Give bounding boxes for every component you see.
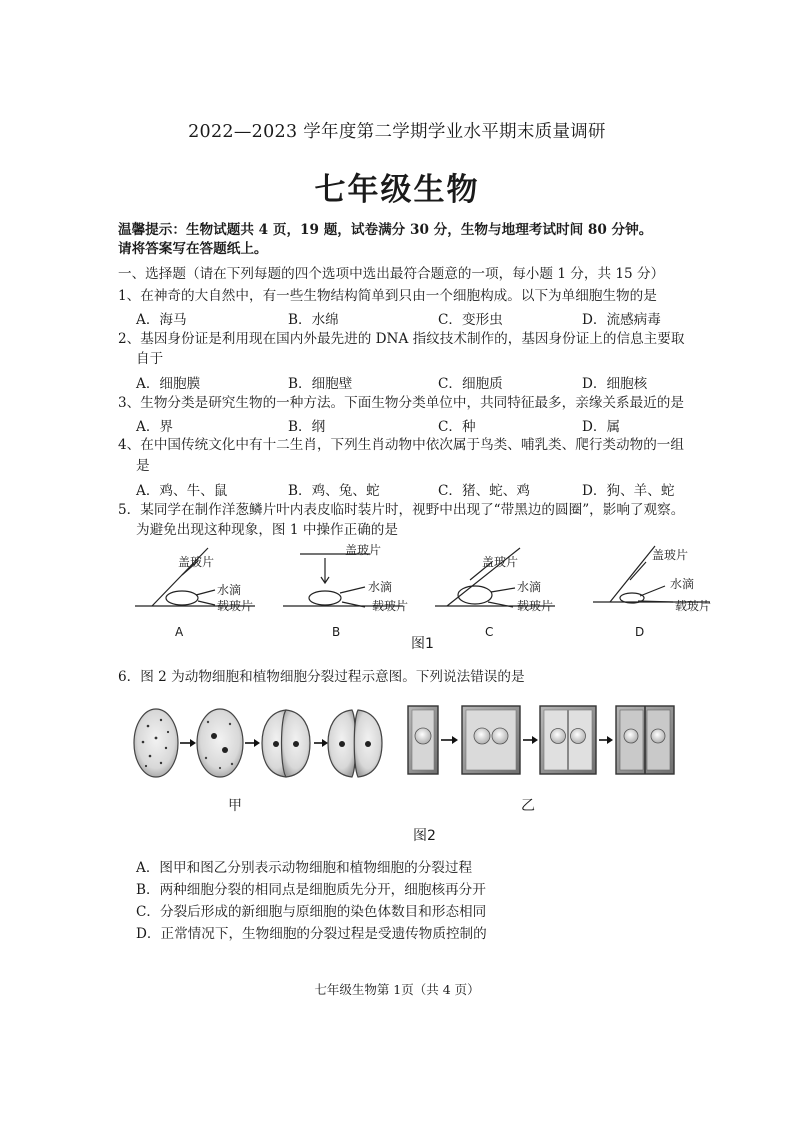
fig2-label-jia: 甲 [228,798,242,814]
fig1-c-drop-label: 水滴 [517,580,542,594]
fig2-label-yi: 乙 [521,798,535,814]
fig1-d-drop-label: 水滴 [670,577,695,591]
q5-stem-line-2: 为避免出现这种现象，图 1 中操作正确的是 [136,522,398,538]
q1-stem: 1、在神奇的大自然中，有一些生物结构简单到只由一个细胞构成。以下为单细胞生物的是 [118,288,657,304]
fig1-label-c: C [485,625,494,639]
q6-stem: 6．图 2 为动物细胞和植物细胞分裂过程示意图。下列说法错误的是 [118,669,525,685]
q3-option-b: B．纲 [288,419,326,435]
subject-title: 七年级生物 [314,172,480,208]
q2-stem-line-2: 自于 [136,351,164,367]
q4-option-c: C．猪、蛇、鸡 [438,483,530,499]
fig1-label-b: B [332,625,341,639]
fig1-label-d: D [635,625,645,639]
fig1-b-drop-label: 水滴 [368,580,393,594]
figure-2-diagram [128,698,688,848]
q1-option-a: A．海马 [136,312,187,328]
figure-2-caption: 图2 [413,828,436,844]
q1-option-d: D．流感病毒 [582,312,661,328]
q2-option-b: B．细胞壁 [288,376,353,392]
q3-option-a: A．界 [136,419,174,435]
section-1-heading: 一、选择题（请在下列每题的四个选项中选出最符合题意的一项，每小题 1 分，共 15 分） [118,266,665,282]
q6-option-d: D．正常情况下，生物细胞的分裂过程是受遗传物质控制的 [136,926,487,942]
fig1-b-cover-label: 盖玻片 [345,543,382,557]
plant-cell-division [408,706,674,774]
q6-option-b: B．两种细胞分裂的相同点是细胞质先分开，细胞核再分开 [136,882,486,898]
page-footer: 七年级生物第 1页（共 4 页） [314,982,480,997]
q1-option-c: C．变形虫 [438,312,503,328]
q2-option-c: C．细胞质 [438,376,503,392]
notice-line-1: 温馨提示：生物试题共 4 页，19 题，试卷满分 30 分，生物与地理考试时间 80 分钟。 [118,222,653,238]
q4-option-a: A．鸡、牛、鼠 [136,483,228,499]
fig1-c-slide-label: 载玻片 [517,599,554,613]
fig1-d-slide-label: 载玻片 [675,599,712,613]
animal-cell-division [134,709,382,777]
q3-option-c: C．种 [438,419,476,435]
fig1-a-drop-label: 水滴 [217,583,242,597]
q4-stem-line-2: 是 [136,458,150,474]
q2-option-d: D．细胞核 [582,376,648,392]
q1-option-b: B．水绵 [288,312,339,328]
fig1-c-cover-label: 盖玻片 [482,555,519,569]
fig1-label-a: A [175,625,184,639]
q3-stem: 3、生物分类是研究生物的一种方法。下面生物分类单位中，共同特征最多，亲缘关系最近的是 [118,395,684,411]
figure-1-caption: 图1 [411,636,434,652]
q2-stem-line-1: 2、基因身份证是利用现在国内外最先进的 DNA 指纹技术制作的，基因身份证上的信息主要取 [118,331,685,347]
fig1-a-slide-label: 载玻片 [217,599,254,613]
q4-option-d: D．狗、羊、蛇 [582,483,675,499]
q4-option-b: B．鸡、兔、蛇 [288,483,380,499]
q4-stem-line-1: 4、在中国传统文化中有十二生肖，下列生肖动物中依次属于鸟类、哺乳类、爬行类动物的一组 [118,437,684,453]
q6-option-a: A．图甲和图乙分别表示动物细胞和植物细胞的分裂过程 [136,860,473,876]
exam-title: 2022—2023 学年度第二学期学业水平期末质量调研 [188,122,606,142]
fig1-d-cover-label: 盖玻片 [652,548,689,562]
q6-option-c: C．分裂后形成的新细胞与原细胞的染色体数目和形态相同 [136,904,487,920]
notice-line-2: 请将答案写在答题纸上。 [118,241,268,257]
fig1-a-cover-label: 盖玻片 [178,555,215,569]
q3-option-d: D．属 [582,419,621,435]
fig1-b-slide-label: 载玻片 [372,599,409,613]
q5-stem-line-1: 5．某同学在制作洋葱鳞片叶内表皮临时装片时，视野中出现了“带黑边的圆圈”，影响了观察。 [118,502,685,518]
q2-option-a: A．细胞膜 [136,376,201,392]
figure-1-diagram [120,540,720,658]
